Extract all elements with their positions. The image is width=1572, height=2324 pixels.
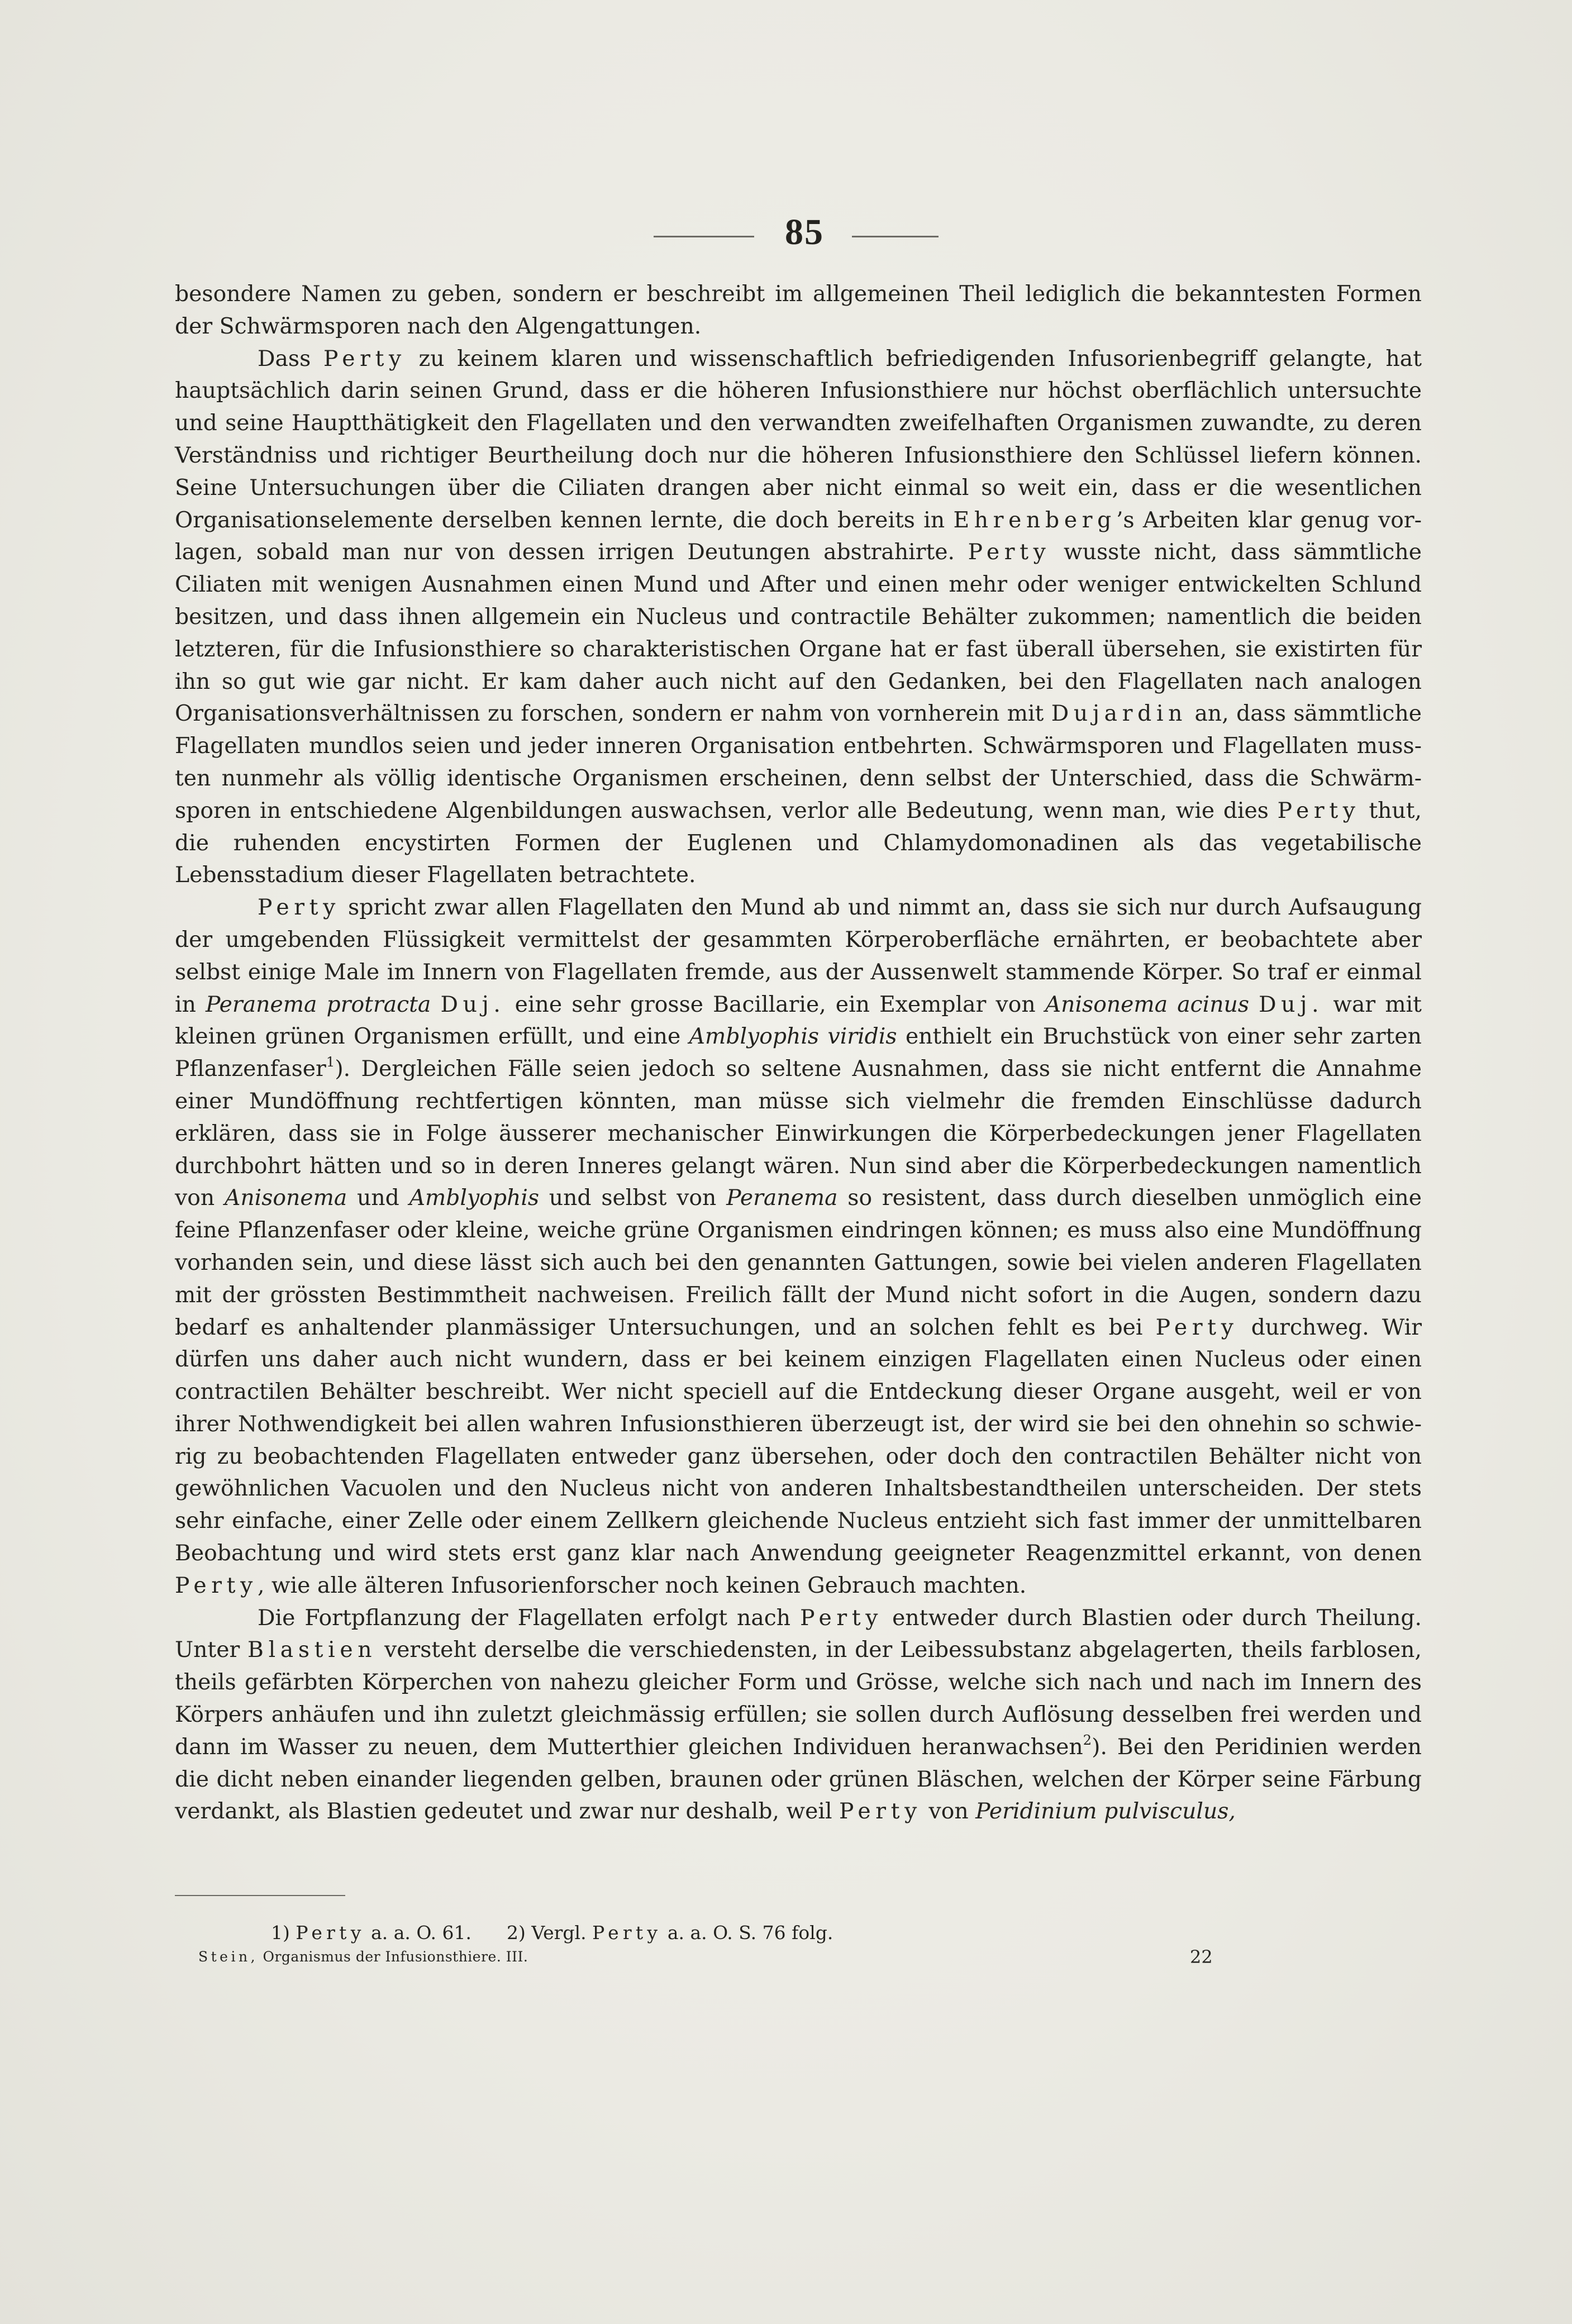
text-run: ’s Arbeiten klar genug vorlagen, sobald man nur von dessen irrigen Deutungen abstrahirte. xyxy=(175,507,1422,565)
header-rule-right xyxy=(852,236,939,237)
spaced-name: Perty xyxy=(800,1605,883,1631)
text-run: wusste nicht, dass sämmtliche Ciliaten mit wenigen Ausnahmen einen Mund und After und einen mehr oder weniger entwickelten Schlund besitzen, und dass ihnen allgemein ein Nucleus und contractile Behälter zukommen; namentlich die beiden letzteren, für die Infusionsthiere so charakteristischen Organe hat er fast überall übersehen, sie existirten für ihn so gut wie gar nicht. Er kam daher auch nicht auf den Gedanken, bei den Flagellaten nach analogen Organisationsverhältnissen zu forschen, sondern er nahm von vornherein mit xyxy=(175,540,1422,727)
text-run: so resistent, dass durch dieselben unmöglich eine feine Pflanzenfaser oder kleine, weiche grüne Organismen eindringen können; es muss also eine Mundöffnung vorhanden sein, und diese lässt sich auch bei den genannten Gattungen, sowie bei vielen anderen Flagellaten mit der grössten Bestimmtheit nachweisen. Freilich fällt der Mund nicht sofort in die Augen, sondern dazu bedarf es anhaltender planmässiger Untersuchungen, und an solchen fehlt es bei xyxy=(175,1185,1422,1340)
spaced-name: Ehrenberg xyxy=(953,507,1116,533)
footnote-1-mark: 1) xyxy=(271,1922,290,1944)
text-run: und selbst von xyxy=(539,1185,727,1211)
paragraph xyxy=(175,343,1422,892)
imprint-title: Organismus der Infusionsthiere. III. xyxy=(258,1949,528,1965)
italic-taxon: Peridinium pulvisculus, xyxy=(975,1799,1236,1825)
footnote-ref: 1 xyxy=(326,1054,335,1070)
spaced-name: Perty xyxy=(968,540,1051,565)
text-run: Dass xyxy=(258,346,323,372)
paragraph xyxy=(175,892,1422,1602)
bottom-imprint xyxy=(198,1949,1232,1965)
text-run: und xyxy=(347,1185,409,1211)
text-run: spricht zwar allen Flagellaten den Mund ab und nimmt an, dass sie sich nur durch Aufsaugung der umgebenden Flüssigkeit vermittelst der gesammten Körperoberfläche ernährten, er beobachtete aber selbst einige Male im Innern von Flagellaten fremde, aus der Aussenwelt stammende Körper. So traf er einmal in xyxy=(175,895,1422,1017)
text-run: ). Dergleichen Fälle seien jedoch so seltene Ausnahmen, dass sie nicht entfernt die Annahme einer Mundöffnung rechtfertigen könnten, man müsse sich vielmehr die fremden Einschlüsse dadurch erklären, dass sie in Folge äusserer mechanischer Einwirkungen die Körperbedeckungen jener Flagellaten durchbohrt hätten und so in deren Inneres gelangt wären. Nun sind aber die Körperbedeckungen namentlich von xyxy=(175,1056,1422,1211)
paragraph xyxy=(175,278,1422,343)
text-run: thut, die ruhenden encystirten Formen der Euglenen und Chlamydomonadinen als das vegetabilische Lebensstadium dieser Flagellaten betrachtete. xyxy=(175,798,1422,888)
text-run: Die Fortpflanzung der Flagellaten erfolgt nach xyxy=(258,1605,801,1631)
spaced-name: Blastien xyxy=(247,1637,377,1663)
footnote-2-author: Perty xyxy=(592,1922,662,1944)
spaced-name: Perty xyxy=(175,1573,258,1598)
italic-taxon: Anisonema acinus xyxy=(1045,992,1250,1017)
text-run: eine sehr grosse Bacillarie, ein Exemplar von xyxy=(505,992,1045,1017)
text-run: zu keinem klaren und wissenschaftlich befriedigenden Infusorienbegriff gelangte, hat hauptsächlich darin seinen Grund, dass er die höheren Infusionsthiere nur höchst oberflächlich untersuchte und seine Hauptthätigkeit den Flagellaten und den verwandten zweifelhaften Organismen zuwandte, zu deren Verständniss und richtiger Beurtheilung doch nur die höheren Infusionsthiere den Schlüssel liefern können. Seine Untersuchungen über die Ciliaten drangen aber nicht einmal so weit ein, dass er die wesentlichen Organisationselemente derselben kennen lernte, die doch bereits in xyxy=(175,346,1422,533)
spaced-name: Perty xyxy=(1155,1315,1238,1340)
spaced-name: Perty xyxy=(839,1799,922,1825)
footnote-1-author: Perty xyxy=(296,1922,365,1944)
page-header xyxy=(0,211,1572,261)
italic-taxon: Amblyophis xyxy=(409,1185,540,1211)
text-run: entweder durch Blastien oder durch Theilung. Unter xyxy=(175,1605,1422,1663)
spaced-name: Duj. xyxy=(440,992,506,1017)
spaced-name: Perty xyxy=(258,895,340,921)
footnote-2-text: a. a. O. S. 76 folg. xyxy=(661,1922,833,1944)
text-run: ). Bei den Peridinien werden die dicht neben einander liegenden gelben, braunen oder grünen Bläschen, welchen der Körper seine Färbung verdankt, als Blastien gedeutet und zwar nur deshalb, weil xyxy=(175,1734,1422,1825)
page-number: 85 xyxy=(785,212,824,253)
italic-taxon: Peranema xyxy=(726,1185,838,1211)
text-run: , wie alle älteren Infusorienforscher noch keinen Gebrauch machten. xyxy=(257,1573,1027,1598)
footnote-2-mark: 2) xyxy=(506,1922,526,1944)
text-run xyxy=(431,992,440,1017)
paragraph xyxy=(175,1602,1422,1828)
text-run: war mit kleinen grünen Organismen erfüllt, und eine xyxy=(175,992,1422,1050)
footnote-2-prefix: Vergl. xyxy=(525,1922,593,1944)
footnote-1-text: a. a. O. 61. xyxy=(365,1922,471,1944)
spaced-name: Dujardin xyxy=(1051,701,1188,727)
text-run: enthielt ein Bruchstück von einer sehr zarten Pflanzenfaser xyxy=(175,1024,1422,1082)
printer-signature: 22 xyxy=(1190,1946,1213,1968)
imprint-author: Stein, xyxy=(198,1949,259,1965)
footnote-ref: 2 xyxy=(1083,1731,1092,1748)
text-run: an, dass sämmtliche Flagellaten mundlos seien und jeder inneren Organisation entbehrten. Schwärmsporen und Flagellaten mussten nunmehr als völlig identische Organismen erscheinen, denn selbst der Unterschied, dass die Schwärmsporen in entschiedene Algenbildungen auswachsen, verlor alle Bedeutung, wenn man, wie dies xyxy=(175,701,1422,823)
italic-taxon: Peranema protracta xyxy=(206,992,431,1017)
footnote-rule xyxy=(175,1895,345,1896)
text-run: durchweg. Wir dürfen uns daher auch nicht wundern, dass er bei keinem einzigen Flagellaten einen Nucleus oder einen contractilen Behälter beschreibt. Wer nicht speciell auf die Entdeckung dieser Organe ausgeht, weil er von ihrer Nothwendigkeit bei allen wahren Infusionsthieren überzeugt ist, der wird sie bei den ohnehin so schwierig zu beobachtenden Flagellaten entweder ganz übersehen, oder doch den contractilen Behälter nicht von gewöhnlichen Vacuolen und den Nucleus nicht von anderen Inhaltsbestandtheilen unterscheiden. Der stets sehr einfache, einer Zelle oder einem Zellkern gleichende Nucleus entzieht sich fast immer der unmittelbaren Beobachtung und wird stets erst ganz klar nach Anwendung geeigneter Reagenzmittel erkannt, von denen xyxy=(175,1315,1422,1566)
text-run: von xyxy=(922,1799,976,1825)
spaced-name: Duj. xyxy=(1259,992,1324,1017)
spaced-name: Perty xyxy=(323,346,406,372)
text-run xyxy=(1249,992,1259,1017)
text-run: besondere Namen zu geben, sondern er beschreibt im allgemeinen Theil lediglich die bekanntesten Formen der Schwärmsporen nach den Algengattungen. xyxy=(175,282,1422,339)
body-text xyxy=(175,278,1422,1828)
header-rule-left xyxy=(654,236,754,237)
italic-taxon: Amblyophis viridis xyxy=(689,1024,897,1050)
italic-taxon: Anisonema xyxy=(224,1185,347,1211)
text-run: versteht derselbe die verschiedensten, in der Leibessubstanz abgelagerten, theils farblosen, theils gefärbten Körperchen von nahezu gleicher Form und Grösse, welche sich nach und nach im Innern des Körpers anhäufen und ihn zuletzt gleichmässig erfüllen; sie sollen durch Auflösung desselben frei werden und dann im Wasser zu neuen, dem Mutterthier gleichen Individuen heranwachsen xyxy=(175,1637,1422,1760)
footnotes xyxy=(271,1922,833,1944)
spaced-name: Perty xyxy=(1277,798,1360,823)
